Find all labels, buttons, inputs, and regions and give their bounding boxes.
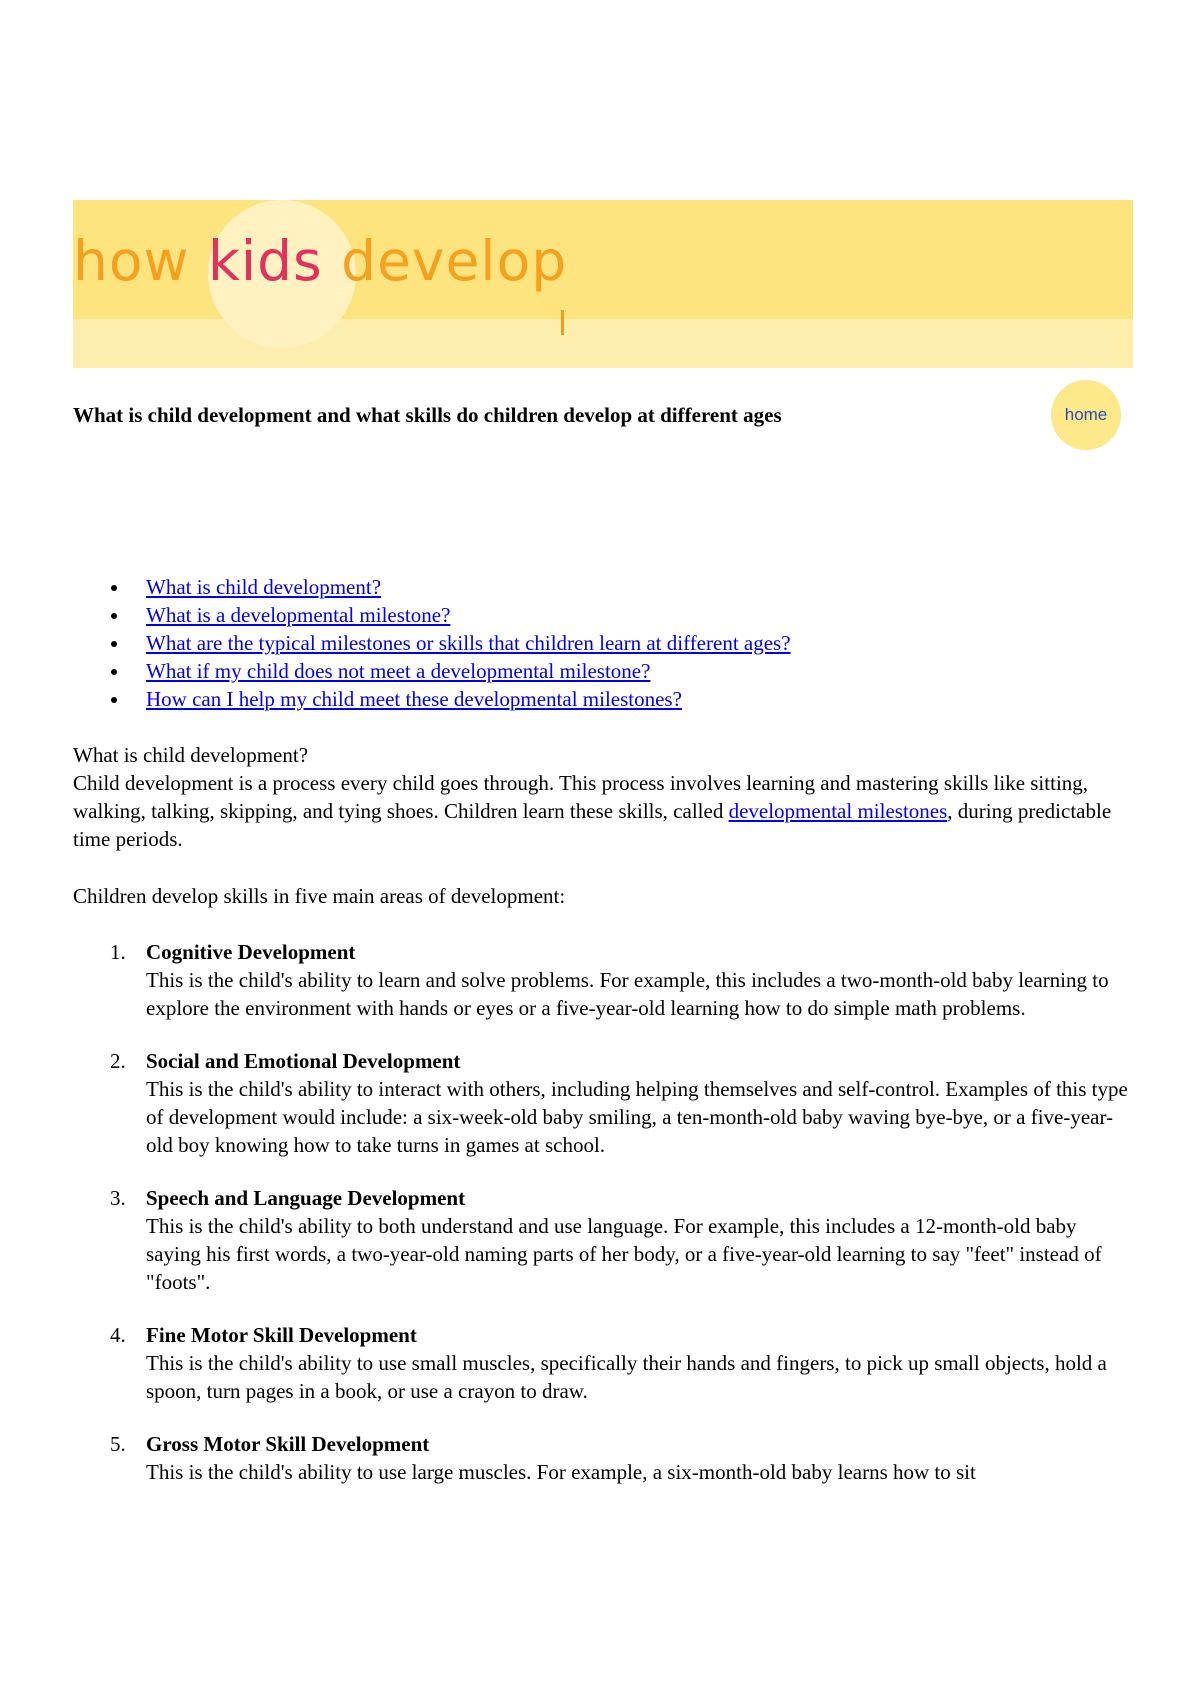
list-item xyxy=(73,1321,1133,1405)
toc-link-help-child[interactable]: How can I help my child meet these developmental milestones? xyxy=(146,687,682,711)
table-of-contents xyxy=(73,573,791,713)
intro-text: Child development is a process every child goes through. This process involves learning and mastering skills like sitting, walking, talking, skipping, and tying shoes. Children learn these skills, called xyxy=(73,771,1089,823)
toc-item xyxy=(73,601,791,629)
home-button[interactable]: home xyxy=(1051,380,1121,450)
area-description: This is the child's ability to interact with others, including helping themselves and self-control. Examples of this type of development would include: a six-week-old baby smiling, a ten-month-old baby waving bye-bye, or a five-year-old boy knowing how to take turns in games at school. xyxy=(146,1077,1128,1157)
toc-link-what-is-development[interactable]: What is child development? xyxy=(146,575,382,599)
area-title: Cognitive Development xyxy=(146,940,356,964)
page-title: What is child development and what skills do children develop at different ages xyxy=(73,403,782,427)
intro-heading: What is child development? xyxy=(73,743,309,767)
area-title: Fine Motor Skill Development xyxy=(146,1323,417,1347)
item-number: 4. xyxy=(110,1323,126,1347)
intro-section xyxy=(73,741,1133,853)
toc-link-typical-milestones[interactable]: What are the typical milestones or skills that children learn at different ages? xyxy=(146,631,791,655)
logo-word-how: how xyxy=(73,229,190,293)
areas-intro: Children develop skills in five main areas of development: xyxy=(73,884,566,908)
toc-link-missed-milestone[interactable]: What if my child does not meet a developmental milestone? xyxy=(146,659,651,683)
intro-text-end: , during predictable time periods. xyxy=(73,799,1112,851)
area-description: This is the child's ability to learn and solve problems. For example, this includes a two-month-old baby learning to explore the environment with hands or eyes or a five-year-old learning how to do simple math problems. xyxy=(146,968,1109,1020)
toc-item xyxy=(73,657,791,685)
toc-item xyxy=(73,629,791,657)
list-item xyxy=(73,1430,1133,1486)
area-title: Speech and Language Development xyxy=(146,1186,466,1210)
item-number: 3. xyxy=(110,1186,126,1210)
toc-link-milestone[interactable]: What is a developmental milestone? xyxy=(146,603,451,627)
list-item xyxy=(73,1047,1133,1159)
logo-word-develop: develop xyxy=(341,229,568,293)
area-description: This is the child's ability to both understand and use language. For example, this includes a 12-month-old baby saying his first words, a two-year-old naming parts of her body, or a five-year-old learning to say "feet" instead of "foots". xyxy=(146,1214,1102,1294)
area-title: Social and Emotional Development xyxy=(146,1049,461,1073)
logo-tick-decoration xyxy=(561,310,564,335)
developmental-milestones-link[interactable]: developmental milestones xyxy=(728,799,948,823)
list-item xyxy=(73,1184,1133,1296)
site-banner xyxy=(73,200,1133,368)
item-number: 2. xyxy=(110,1049,126,1073)
development-areas-list xyxy=(73,938,1133,1511)
toc-item xyxy=(73,573,791,601)
area-description: This is the child's ability to use small muscles, specifically their hands and fingers, to pick up small objects, hold a spoon, turn pages in a book, or use a crayon to draw. xyxy=(146,1351,1107,1403)
item-number: 1. xyxy=(110,940,126,964)
item-number: 5. xyxy=(110,1432,126,1456)
toc-item xyxy=(73,685,791,713)
site-logo xyxy=(73,229,568,293)
area-description: This is the child's ability to use large muscles. For example, a six-month-old baby learns how to sit xyxy=(146,1460,976,1484)
list-item xyxy=(73,938,1133,1022)
logo-word-kids: kids xyxy=(207,229,323,293)
area-title: Gross Motor Skill Development xyxy=(146,1432,430,1456)
